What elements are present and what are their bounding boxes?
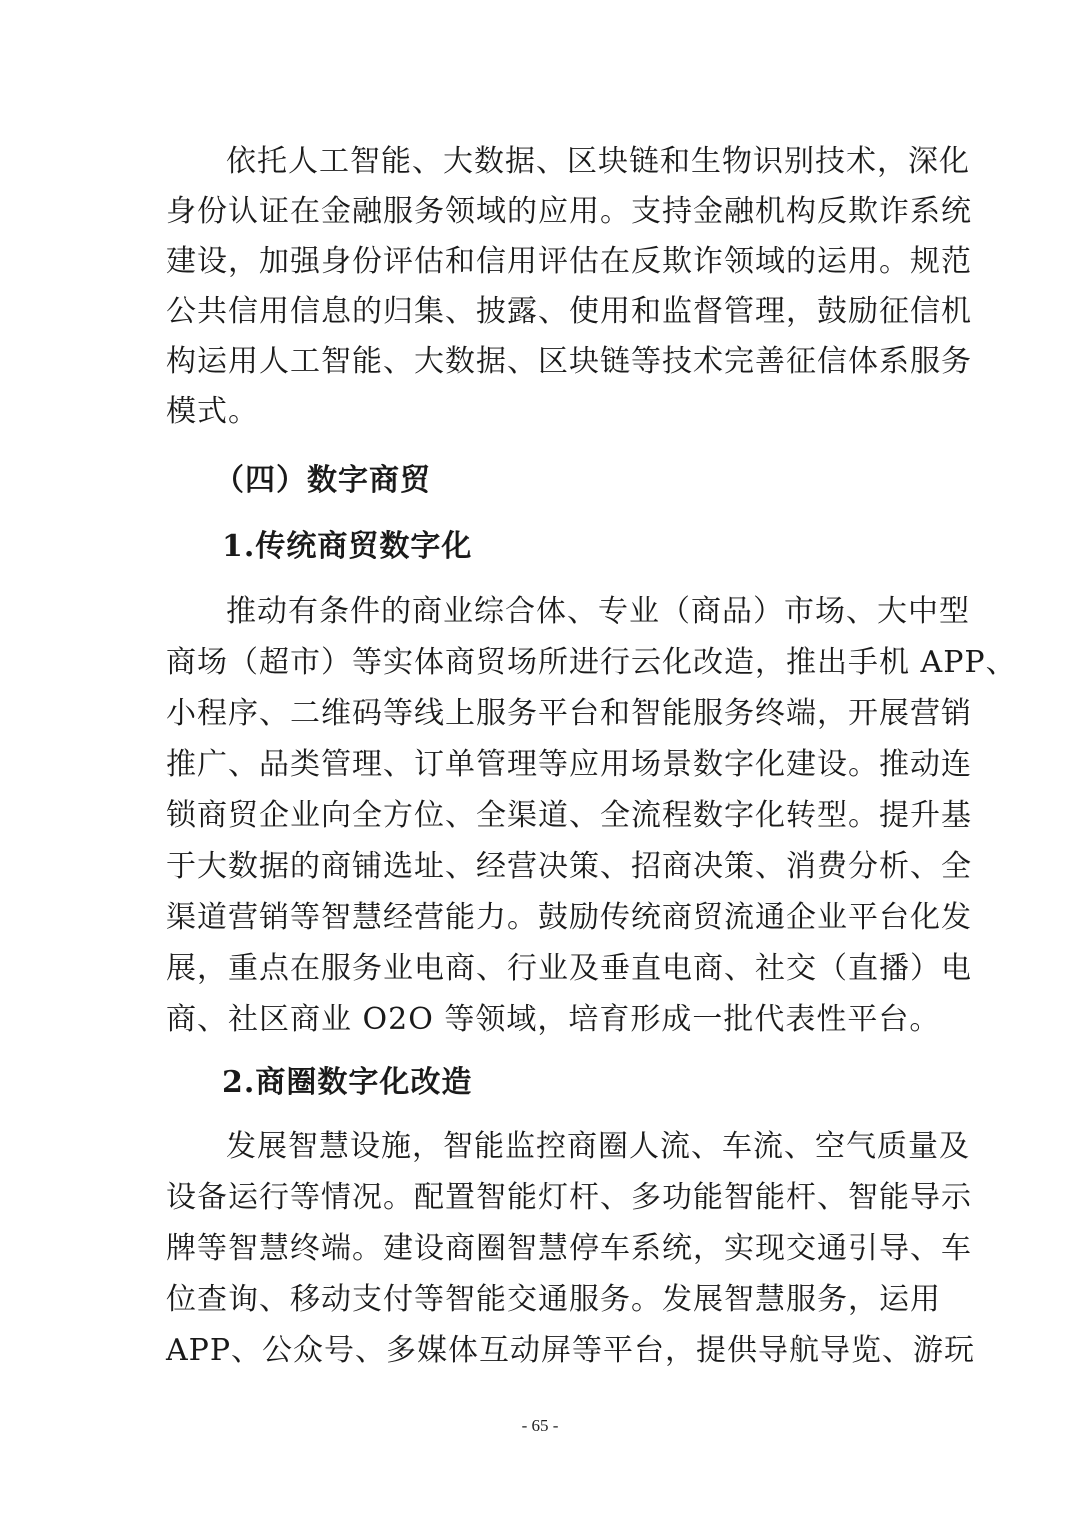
para3-line-2: 设备运行等情况。配置智能灯杆、多功能智能杆、智能导示 [166,1180,972,1215]
para1-line-2: 身份认证在金融服务领域的应用。支持金融机构反欺诈系统 [166,194,972,229]
para1-line-4: 公共信用信息的归集、披露、使用和监督管理，鼓励征信机 [166,294,972,329]
para2-line-2: 商场（超市）等实体商贸场所进行云化改造，推出手机 APP、 [166,645,1017,680]
para3-line-1: 发展智慧设施，智能监控商圈人流、车流、空气质量及 [226,1129,970,1164]
para1-line-3: 建设，加强身份评估和信用评估在反欺诈领域的运用。规范 [166,244,972,279]
section-heading: （四）数字商贸 [214,463,431,498]
subheading-2: 2.商圈数字化改造 [222,1065,473,1100]
para2-line-1: 推动有条件的商业综合体、专业（商品）市场、大中型 [226,594,970,629]
page-number: - 65 - [521,1416,559,1435]
para3-line-3: 牌等智慧终端。建设商圈智慧停车系统，实现交通引导、车 [166,1231,972,1266]
para2-line-8: 展，重点在服务业电商、行业及垂直电商、社交（直播）电 [166,951,972,986]
para1-line-1: 依托人工智能、大数据、区块链和生物识别技术，深化 [226,144,970,179]
para2-line-6: 于大数据的商铺选址、经营决策、招商决策、消费分析、全 [166,849,972,884]
para1-line-5: 构运用人工智能、大数据、区块链等技术完善征信体系服务 [166,344,972,379]
para2-line-9: 商、社区商业 O2O 等领域，培育形成一批代表性平台。 [166,1002,941,1037]
subheading-1: 1.传统商贸数字化 [222,529,473,564]
para2-line-5: 锁商贸企业向全方位、全渠道、全流程数字化转型。提升基 [166,798,972,833]
para2-line-4: 推广、品类管理、订单管理等应用场景数字化建设。推动连 [166,747,972,782]
para1-line-6: 模式。 [166,394,259,429]
para2-line-3: 小程序、二维码等线上服务平台和智能服务终端，开展营销 [166,696,972,731]
para2-line-7: 渠道营销等智慧经营能力。鼓励传统商贸流通企业平台化发 [166,900,972,935]
para3-line-4: 位查询、移动支付等智能交通服务。发展智慧服务，运用 [166,1282,941,1317]
para3-line-5: APP、公众号、多媒体互动屏等平台，提供导航导览、游玩 [166,1333,976,1368]
